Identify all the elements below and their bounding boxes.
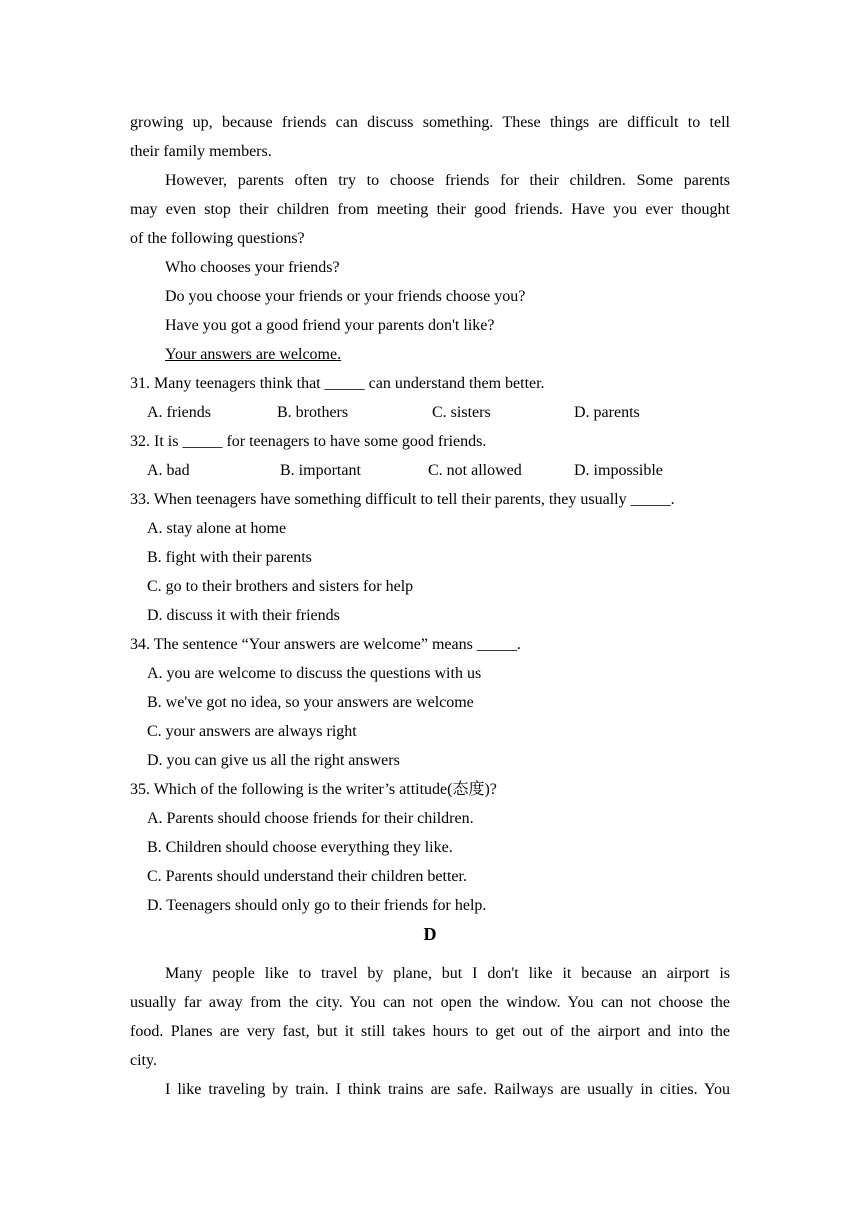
question-stem: 34. The sentence “Your answers are welcome” means _____. bbox=[130, 636, 521, 653]
question-stem: 33. When teenagers have something difficult to tell their parents, they usually _____. bbox=[130, 491, 675, 508]
passage-d-line: Many people like to travel by plane, but I don't like it because an airport is bbox=[165, 965, 730, 982]
section-spacer bbox=[130, 949, 730, 959]
option-d: D. parents bbox=[574, 404, 640, 421]
section-heading: D bbox=[423, 924, 437, 944]
option-a: A. you are welcome to discuss the questions with us bbox=[147, 665, 482, 682]
passage-c-line: their family members. bbox=[130, 143, 272, 160]
question-stem: 31. Many teenagers think that _____ can understand them better. bbox=[130, 375, 545, 392]
option-b: B. Children should choose everything they like. bbox=[147, 839, 453, 856]
passage-c-line: of the following questions? bbox=[130, 230, 305, 247]
option-c: C. not allowed bbox=[428, 462, 522, 479]
passage-c-question: Do you choose your friends or your friends choose you? bbox=[165, 288, 526, 305]
option-b: B. brothers bbox=[277, 404, 349, 421]
option-c: C. Parents should understand their children better. bbox=[147, 868, 467, 885]
option-d: D. impossible bbox=[574, 462, 663, 479]
option-a: A. friends bbox=[147, 404, 211, 421]
passage-c-line: may even stop their children from meeting their good friends. Have you ever thought bbox=[130, 201, 730, 218]
passage-c-closing bbox=[130, 340, 730, 369]
option-a: A. stay alone at home bbox=[147, 520, 287, 537]
passage-c-line: However, parents often try to choose friends for their children. Some parents bbox=[165, 172, 730, 189]
option-a: A. bad bbox=[147, 462, 190, 479]
option-b: B. we've got no idea, so your answers are welcome bbox=[147, 694, 474, 711]
passage-d-line: I like traveling by train. I think trains are safe. Railways are usually in cities. You bbox=[165, 1081, 730, 1098]
option-d: D. Teenagers should only go to their friends for help. bbox=[147, 897, 487, 914]
option-d: D. you can give us all the right answers bbox=[147, 752, 400, 769]
passage-c-line: growing up, because friends can discuss something. These things are difficult to tell bbox=[130, 114, 730, 131]
option-b: B. fight with their parents bbox=[147, 549, 312, 566]
passage-d-line: usually far away from the city. You can not open the window. You can not choose the bbox=[130, 994, 730, 1011]
option-c: C. go to their brothers and sisters for help bbox=[147, 578, 414, 595]
passage-c-question: Who chooses your friends? bbox=[165, 259, 340, 276]
passage-d-line: food. Planes are very fast, but it still takes hours to get out of the airport and into the bbox=[130, 1023, 730, 1040]
page-content bbox=[130, 108, 730, 1104]
passage-c-question: Have you got a good friend your parents don't like? bbox=[165, 317, 495, 334]
option-a: A. Parents should choose friends for their children. bbox=[147, 810, 474, 827]
options-row bbox=[130, 456, 730, 485]
underlined-sentence: Your answers are welcome. bbox=[165, 346, 342, 363]
option-c: C. sisters bbox=[432, 404, 491, 421]
question-stem: 35. Which of the following is the writer’s attitude(态度)? bbox=[130, 781, 497, 798]
option-b: B. important bbox=[280, 462, 361, 479]
options-row bbox=[130, 398, 730, 427]
option-c: C. your answers are always right bbox=[147, 723, 357, 740]
passage-d-line: city. bbox=[130, 1052, 157, 1069]
option-d: D. discuss it with their friends bbox=[147, 607, 340, 624]
question-stem: 32. It is _____ for teenagers to have some good friends. bbox=[130, 433, 487, 450]
